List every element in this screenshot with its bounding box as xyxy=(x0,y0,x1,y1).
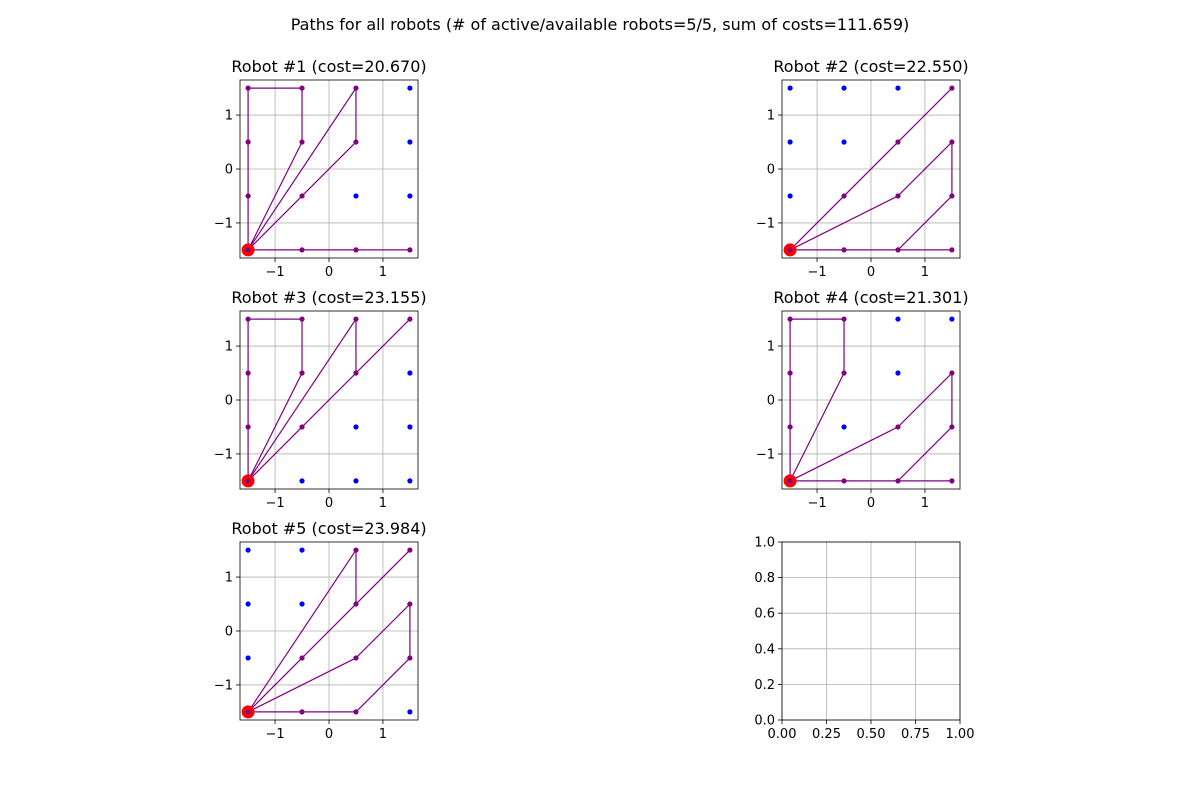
y-tick-label: 1 xyxy=(766,339,775,355)
visited-waypoint xyxy=(299,193,304,198)
visited-waypoint xyxy=(245,139,250,144)
subplot-1 xyxy=(214,57,427,280)
y-tick-label: −1 xyxy=(213,447,233,463)
x-tick-label: 0 xyxy=(866,265,876,280)
unvisited-waypoint xyxy=(245,601,250,606)
unvisited-waypoint xyxy=(407,193,412,198)
unvisited-waypoint xyxy=(787,85,792,90)
unvisited-waypoint xyxy=(245,547,250,552)
depot-waypoint xyxy=(787,478,792,483)
visited-waypoint xyxy=(407,316,412,321)
unvisited-waypoint xyxy=(841,139,846,144)
visited-waypoint xyxy=(299,247,304,252)
visited-waypoint xyxy=(353,655,358,660)
y-tick-label: 0 xyxy=(766,393,775,409)
visited-waypoint xyxy=(245,316,250,321)
y-tick-label: −1 xyxy=(213,678,233,694)
x-tick-label: 1 xyxy=(920,496,930,511)
visited-waypoint xyxy=(841,370,846,375)
unvisited-waypoint xyxy=(787,193,792,198)
x-tick-label: −1 xyxy=(807,496,827,511)
x-tick-label: 0.50 xyxy=(856,727,886,742)
visited-waypoint xyxy=(245,424,250,429)
visited-waypoint xyxy=(895,139,900,144)
unvisited-waypoint xyxy=(407,370,412,375)
x-tick-label: 1 xyxy=(378,265,388,280)
unvisited-waypoint xyxy=(841,85,846,90)
x-tick-label: 0.00 xyxy=(767,727,797,742)
figure-suptitle: Paths for all robots (# of active/available robots=5/5, sum of costs=111.659) xyxy=(290,15,910,34)
visited-waypoint xyxy=(299,424,304,429)
visited-waypoint xyxy=(299,139,304,144)
x-tick-label: 0 xyxy=(324,727,334,742)
y-tick-label: 1 xyxy=(224,339,233,355)
visited-waypoint xyxy=(407,547,412,552)
x-tick-label: 0.25 xyxy=(812,727,841,742)
unvisited-waypoint xyxy=(407,478,412,483)
unvisited-waypoint xyxy=(299,478,304,483)
unvisited-waypoint xyxy=(353,478,358,483)
unvisited-waypoint xyxy=(407,85,412,90)
y-tick-label: 0 xyxy=(766,162,775,178)
y-tick-label: 1 xyxy=(766,108,775,124)
visited-waypoint xyxy=(353,85,358,90)
y-tick-label: 0 xyxy=(224,624,233,640)
unvisited-waypoint xyxy=(245,655,250,660)
unvisited-waypoint xyxy=(353,193,358,198)
y-tick-label: 1 xyxy=(224,108,233,124)
y-tick-label: −1 xyxy=(755,447,775,463)
visited-waypoint xyxy=(895,247,900,252)
y-tick-label: 0 xyxy=(224,162,233,178)
depot-waypoint xyxy=(245,247,250,252)
subplot-grid xyxy=(214,57,975,742)
visited-waypoint xyxy=(299,370,304,375)
unvisited-waypoint xyxy=(895,316,900,321)
x-tick-label: 0.75 xyxy=(901,727,930,742)
x-tick-label: 0 xyxy=(324,496,334,511)
visited-waypoint xyxy=(353,247,358,252)
visited-waypoint xyxy=(353,547,358,552)
unvisited-waypoint xyxy=(787,139,792,144)
subplot-title: Robot #5 (cost=23.984) xyxy=(231,519,427,538)
x-tick-label: −1 xyxy=(265,265,285,280)
visited-waypoint xyxy=(841,316,846,321)
x-tick-label: 0 xyxy=(324,265,334,280)
subplot-6 xyxy=(754,536,974,743)
visited-waypoint xyxy=(895,424,900,429)
x-tick-label: 1 xyxy=(920,265,930,280)
visited-waypoint xyxy=(299,709,304,714)
x-tick-label: 1 xyxy=(378,727,388,742)
unvisited-waypoint xyxy=(895,370,900,375)
depot-waypoint xyxy=(787,247,792,252)
unvisited-waypoint xyxy=(299,601,304,606)
y-tick-label: −1 xyxy=(755,216,775,232)
unvisited-waypoint xyxy=(895,85,900,90)
unvisited-waypoint xyxy=(407,424,412,429)
unvisited-waypoint xyxy=(841,424,846,429)
y-tick-label: 0.4 xyxy=(754,642,775,658)
visited-waypoint xyxy=(895,478,900,483)
subplot-title: Robot #4 (cost=21.301) xyxy=(773,288,969,307)
subplot-title: Robot #1 (cost=20.670) xyxy=(231,57,427,76)
x-tick-label: 0 xyxy=(866,496,876,511)
visited-waypoint xyxy=(299,655,304,660)
unvisited-waypoint xyxy=(407,139,412,144)
visited-waypoint xyxy=(353,601,358,606)
y-tick-label: 0 xyxy=(224,393,233,409)
visited-waypoint xyxy=(895,193,900,198)
visited-waypoint xyxy=(841,193,846,198)
visited-waypoint xyxy=(949,247,954,252)
unvisited-waypoint xyxy=(407,709,412,714)
subplot-5 xyxy=(214,519,427,742)
y-tick-label: 0.2 xyxy=(754,677,775,693)
x-tick-label: 1.00 xyxy=(945,727,975,742)
visited-waypoint xyxy=(353,709,358,714)
subplot-3 xyxy=(214,288,427,511)
y-tick-label: 1 xyxy=(224,570,233,586)
x-tick-label: −1 xyxy=(807,265,827,280)
subplot-title: Robot #3 (cost=23.155) xyxy=(231,288,427,307)
x-tick-label: 1 xyxy=(378,496,388,511)
visited-waypoint xyxy=(245,85,250,90)
y-tick-label: 0.0 xyxy=(754,713,775,729)
visited-waypoint xyxy=(949,370,954,375)
y-tick-label: 0.8 xyxy=(754,571,775,587)
x-tick-label: −1 xyxy=(265,727,285,742)
visited-waypoint xyxy=(299,316,304,321)
depot-waypoint xyxy=(245,478,250,483)
visited-waypoint xyxy=(949,193,954,198)
visited-waypoint xyxy=(245,193,250,198)
unvisited-waypoint xyxy=(353,424,358,429)
visited-waypoint xyxy=(787,424,792,429)
visited-waypoint xyxy=(245,370,250,375)
visited-waypoint xyxy=(787,370,792,375)
visited-waypoint xyxy=(841,478,846,483)
visited-waypoint xyxy=(949,139,954,144)
visited-waypoint xyxy=(299,85,304,90)
subplot-4 xyxy=(756,288,969,511)
subplot-title: Robot #2 (cost=22.550) xyxy=(773,57,969,76)
x-tick-label: −1 xyxy=(265,496,285,511)
visited-waypoint xyxy=(353,316,358,321)
visited-waypoint xyxy=(353,139,358,144)
depot-waypoint xyxy=(245,709,250,714)
y-tick-label: 0.6 xyxy=(754,606,775,622)
subplot-2 xyxy=(756,57,969,280)
y-tick-label: −1 xyxy=(213,216,233,232)
visited-waypoint xyxy=(353,370,358,375)
visited-waypoint xyxy=(949,478,954,483)
visited-waypoint xyxy=(949,424,954,429)
visited-waypoint xyxy=(787,316,792,321)
visited-waypoint xyxy=(407,601,412,606)
visited-waypoint xyxy=(841,247,846,252)
unvisited-waypoint xyxy=(299,547,304,552)
y-tick-label: 1.0 xyxy=(754,535,775,551)
visited-waypoint xyxy=(407,247,412,252)
visited-waypoint xyxy=(949,85,954,90)
unvisited-waypoint xyxy=(949,316,954,321)
visited-waypoint xyxy=(407,655,412,660)
